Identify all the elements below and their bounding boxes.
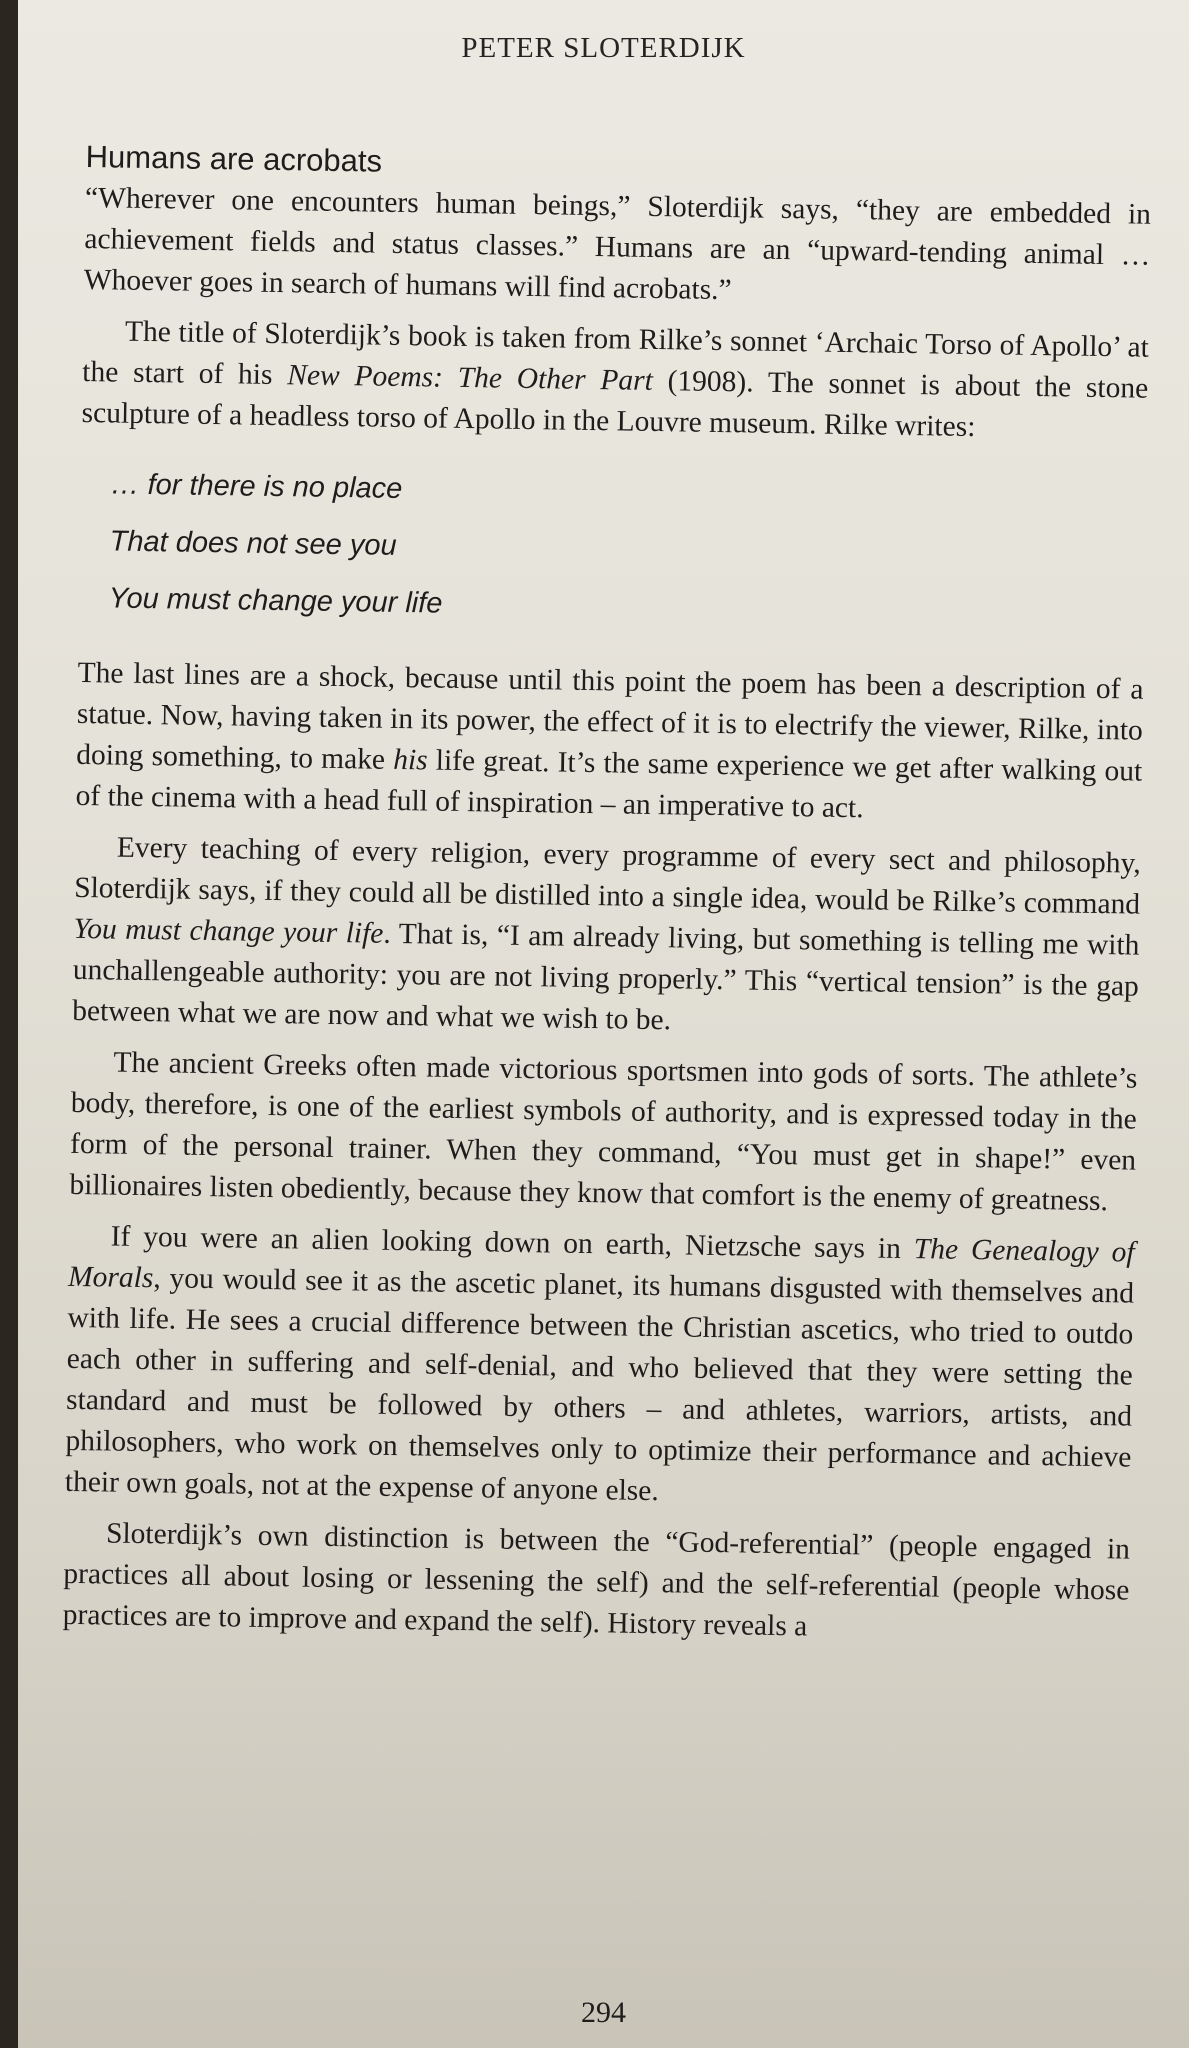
paragraph-5: The ancient Greeks often made victorious sportsmen into gods of sorts. The athlete’s body, therefore, is one of the earliest symbols of authority, and is expressed today in the form of the personal trainer. When they command, “You must get in shape!” even billionaires listen obediently, because they know that comfort is the enemy of greatness. — [69, 1046, 1138, 1218]
paragraph-4-text-end: . That is, “I am already living, but something is telling me with unchallengeable authority: you are not living properly.” This “vertical tension” is the gap between what we are now and what we wish to be. — [72, 917, 1140, 1037]
verse-line-1: … for there is no place — [110, 468, 403, 506]
paragraph-6-text: If you were an alien looking down on earth, Nietzsche says in — [110, 1220, 915, 1266]
page-number: 294 — [581, 1996, 626, 2029]
emphasis-command: You must change your life — [73, 912, 384, 950]
paragraph-2 — [81, 311, 1149, 451]
paragraph-3-text: The last lines are a shock, because until this point the poem has been a description of a statue. Now, having taken in its power, the effect of it is to electrify the viewer, Rilke, into doing something, to make — [76, 656, 1144, 776]
paragraph-1: “Wherever one encounters human beings,” Sloterdijk says, “they are embedded in achievement fields and status classes.” Humans are an “upward-tending animal …Whoever goes in search of humans will find acrobats.” — [83, 181, 1152, 307]
verse-quote — [108, 456, 1147, 643]
paragraph-3 — [75, 653, 1143, 834]
paragraph-6 — [65, 1216, 1135, 1520]
verse-line-2: That does not see you — [109, 525, 397, 562]
paragraph-4 — [72, 827, 1141, 1049]
book-page — [18, 0, 1189, 2048]
running-head: PETER SLOTERDIJK — [461, 32, 746, 64]
paragraph-2-text: The title of Sloterdijk’s book is taken from Rilke’s sonnet ‘Archaic Torso of Apollo’ at the start of his — [82, 315, 1150, 392]
book-title-new-poems: New Poems: The Other Part — [287, 359, 654, 397]
section-heading: Humans are acrobats — [85, 138, 383, 179]
book-title-genealogy: The Genealogy of Morals — [67, 1233, 1135, 1295]
page-body — [62, 138, 1152, 1663]
emphasis-his: his — [392, 743, 428, 777]
verse-line-3: You must change your life — [108, 582, 443, 620]
paragraph-6-text-end: , you would see it as the ascetic planet, its humans disgusted with themselves and with life. He sees a crucial difference between the Christian ascetics, who tried to outdo each other in suffering and self-denial, and who believed that they were setting the standard and must be followed by others – and athletes, warriors, artists, and philosophers, who work on themselves only to optimize their performance and achieve their own goals, not at the expense of anyone else. — [64, 1262, 1135, 1508]
paragraph-3-text-end: life great. It’s the same experience we get after walking out of the cinema with a head full of inspiration – an imperative to act. — [75, 744, 1143, 825]
paragraph-4-text: Every teaching of every religion, every programme of every sect and philosophy, Sloterdijk says, if they could all be distilled into a single idea, would be Rilke’s command — [73, 831, 1141, 921]
paragraph-2-text-end: (1908). The sonnet is about the stone sculpture of a headless torso of Apollo in the Louvre museum. Rilke writes: — [81, 364, 1149, 444]
paragraph-7: Sloterdijk’s own distinction is between the “God-referential” (people engaged in practices all about losing or lessening the self) and the self-referential (people whose practices are to improve and expand the self). History reveals a — [62, 1517, 1131, 1643]
